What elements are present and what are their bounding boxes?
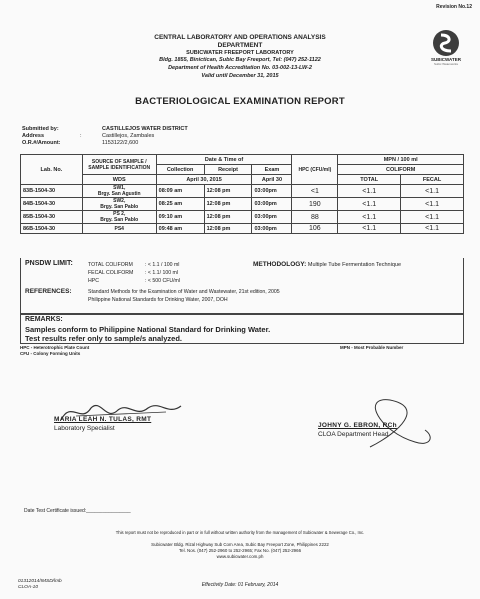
- submitted-by-value: CASTILLEJOS WATER DISTRICT: [102, 126, 188, 132]
- methodology: [253, 261, 401, 268]
- collection-cell: 08:25 am: [156, 198, 204, 211]
- signatory-b: [318, 421, 397, 439]
- header-total: TOTAL: [338, 175, 401, 185]
- remarks-line: Test results refer only to sample/s analyzed.: [25, 334, 183, 343]
- logo-subtext: Subic Waterworks: [433, 62, 459, 66]
- limit-value: : < 1.1 / 100 ml: [145, 262, 180, 268]
- receipt-cell: 12:08 pm: [204, 224, 252, 234]
- source-cell: [82, 224, 156, 234]
- header-collection: Collection: [156, 165, 204, 175]
- fecal-cell: [401, 185, 464, 198]
- hpc-value: 88: [310, 213, 319, 221]
- signatory-b-name: JOHNY G. EBRON, RCh: [318, 422, 397, 429]
- hpc-value: 106: [309, 225, 321, 232]
- source-line2: Brgy. San Pablo: [100, 204, 139, 210]
- lab-no-cell: 86B-1504-30: [21, 224, 83, 234]
- disclaimer: This report must not be reproduced in part or in full without written authority from the management of Subicwater & Sewerage Co., Inc.: [115, 530, 365, 535]
- header-source: SOURCE OF SAMPLE / SAMPLE IDENTIFICATION: [82, 155, 156, 175]
- note-mpn: MPN - Most Probable Number: [340, 345, 404, 350]
- hpc-cell: [292, 185, 338, 198]
- reference-item: Philippine National Standards for Drinking Water, 2007, DOH: [88, 297, 228, 303]
- limit-key: HPC: [88, 278, 99, 284]
- table-row: [21, 211, 464, 224]
- limit-values: [88, 261, 180, 285]
- collection-cell: 08:09 am: [156, 185, 204, 198]
- source-line1: PS 2,: [113, 211, 126, 217]
- total-value: <1.1: [362, 225, 377, 232]
- fecal-cell: [401, 211, 464, 224]
- total-value: <1.1: [362, 187, 377, 195]
- remarks-label: REMARKS:: [25, 316, 63, 323]
- lab-address: Bldg. 1855, Binictican, Subic Bay Freeport, Tel: (047) 252-1122: [159, 57, 321, 63]
- lab-no-cell: 85B-1504-30: [21, 211, 83, 224]
- header-wds: WDS: [82, 175, 156, 185]
- hpc-cell: [292, 198, 338, 211]
- note-cfu: CFU - Colony Forming Units: [20, 351, 81, 356]
- footer-address-line: Subicwater Bldg. Rizal Highway Sub Com Area, Subic Bay Freeport Zone, Philippines 2222: [151, 542, 329, 547]
- header-datetime: Date & Time of: [156, 155, 292, 165]
- or-value: 1153122/2,600: [102, 140, 139, 146]
- results-table: [20, 154, 464, 234]
- total-value: <1.1: [362, 213, 377, 221]
- total-cell: [338, 198, 401, 211]
- source-line1: PS4: [114, 225, 124, 232]
- pnsdw-limit-label: PNSDW LIMIT:: [25, 260, 73, 267]
- source-cell: [82, 211, 156, 224]
- collection-cell: 09:48 am: [156, 224, 204, 234]
- signatory-a-title: Laboratory Specialist: [54, 425, 115, 432]
- or-label: O.R.#/Amount:: [22, 140, 61, 146]
- subicwater-logo: [426, 30, 466, 66]
- methodology-value: Multiple Tube Fermentation Technique: [307, 262, 402, 268]
- doc-form: CLOA-10: [18, 585, 38, 590]
- validity: Valid until December 31, 2015: [201, 73, 279, 79]
- header-collection-date: April 30, 2015: [156, 175, 252, 185]
- limit-key: FECAL COLIFORM: [88, 270, 134, 276]
- signatory-a: [54, 415, 151, 433]
- submission-info: Submitted by: CASTILLEJOS WATER DISTRICT Address : Castillejos, Zambales O.R.#/Amount: 1153122/2,600: [22, 126, 188, 146]
- total-cell: [338, 211, 401, 224]
- source-line1: SW2,: [113, 198, 126, 204]
- doc-ref: 01312014/IMSD/lmb: [18, 579, 62, 584]
- receipt-cell: 12:08 pm: [204, 211, 252, 224]
- hpc-cell: [292, 224, 338, 234]
- fecal-cell: [401, 224, 464, 234]
- header-exam: Exam: [252, 165, 292, 175]
- header-hpc: HPC (CFU/ml): [292, 155, 338, 185]
- header-exam-date: April 30: [252, 175, 292, 185]
- fecal-value: <1.1: [425, 200, 439, 208]
- table-row: [21, 224, 464, 234]
- report-title: BACTERIOLOGICAL EXAMINATION REPORT: [135, 96, 345, 107]
- header-lab-no: Lab. No.: [21, 155, 83, 185]
- org-name: CENTRAL LABORATORY AND OPERATIONS ANALYSIS: [154, 34, 326, 41]
- logo-mark-icon: [433, 30, 459, 56]
- signatory-b-title: CLOA Department Head: [318, 431, 389, 438]
- effectivity-date: Effectivity Date: 01 February, 2014: [201, 582, 279, 588]
- source-line1: SW1,: [113, 185, 126, 191]
- note-hpc: HPC - Heterotrophic Plate Count: [20, 345, 90, 350]
- fecal-value: <1.1: [425, 225, 439, 232]
- total-cell: [338, 224, 401, 234]
- certificate-issued: Date Test Certificate issued:________________: [24, 508, 131, 514]
- limit-key: TOTAL COLIFORM: [88, 262, 133, 268]
- hpc-value: <1: [310, 187, 319, 195]
- total-value: <1.1: [362, 200, 377, 208]
- hpc-cell: [292, 211, 338, 224]
- address-label: Address: [22, 133, 45, 139]
- collection-cell: 09:10 am: [156, 211, 204, 224]
- methodology-label: METHODOLOGY:: [253, 261, 307, 268]
- limit-value: : < 500 CFU/ml: [145, 278, 181, 284]
- source-line2: Brgy. San Agustin: [97, 191, 141, 197]
- fecal-value: <1.1: [425, 187, 439, 195]
- remarks-text: [25, 325, 270, 343]
- abbrev-notes: [20, 345, 89, 357]
- lab-no-cell: 83B-1504-30: [21, 185, 83, 198]
- address-value: Castillejos, Zambales: [102, 133, 155, 139]
- hpc-value: 190: [309, 200, 321, 208]
- source-cell: [82, 185, 156, 198]
- table-row: [21, 198, 464, 211]
- reference-item: Standard Methods for the Examination of Water and Wastewater, 21st edition, 2005: [88, 289, 280, 295]
- references-label: REFERENCES:: [25, 288, 72, 295]
- footer-phone-line: Tel. Nos. (047) 252-2960 to 252-2965; Fax No. (047) 252-2966: [178, 548, 302, 553]
- accreditation: Department of Health Accreditation No. 03-002-13-LW-2: [168, 65, 312, 71]
- fecal-value: <1.1: [425, 213, 439, 221]
- fecal-cell: [401, 198, 464, 211]
- references-list: [88, 288, 280, 304]
- header-receipt: Receipt: [204, 165, 252, 175]
- submitted-by-label: Submitted by:: [22, 126, 59, 132]
- source-cell: [82, 198, 156, 211]
- footer-website: www.subicwater.com.ph: [216, 554, 264, 559]
- lab-name: SUBICWATER FREEPORT LABORATORY: [186, 50, 294, 56]
- remarks-line: Samples conform to Philippine National Standard for Drinking Water.: [25, 325, 271, 334]
- receipt-cell: 12:08 pm: [204, 198, 252, 211]
- exam-cell: 03:00pm: [252, 185, 292, 198]
- dept-name: DEPARTMENT: [217, 42, 263, 49]
- logo-text: SUBICWATER: [431, 57, 461, 62]
- header-fecal: FECAL: [401, 175, 464, 185]
- limit-value: : < 1.1/ 100 ml: [145, 270, 179, 276]
- table-row: [21, 185, 464, 198]
- header-mpn: MPN / 100 ml: [338, 155, 464, 165]
- signatory-a-name: MARIA LEAH N. TULAS, RMT: [54, 416, 152, 423]
- exam-cell: 03:00pm: [252, 211, 292, 224]
- source-line2: Brgy. San Pablo: [100, 217, 139, 223]
- footer-address: [0, 542, 480, 560]
- lab-no-cell: 84B-1504-30: [21, 198, 83, 211]
- revision-number: Revision No.12: [436, 4, 472, 10]
- exam-cell: 03:00pm: [252, 224, 292, 234]
- header-coliform: COLIFORM: [338, 165, 464, 175]
- exam-cell: 03:00pm: [252, 198, 292, 211]
- total-cell: [338, 185, 401, 198]
- receipt-cell: 12:08 pm: [204, 185, 252, 198]
